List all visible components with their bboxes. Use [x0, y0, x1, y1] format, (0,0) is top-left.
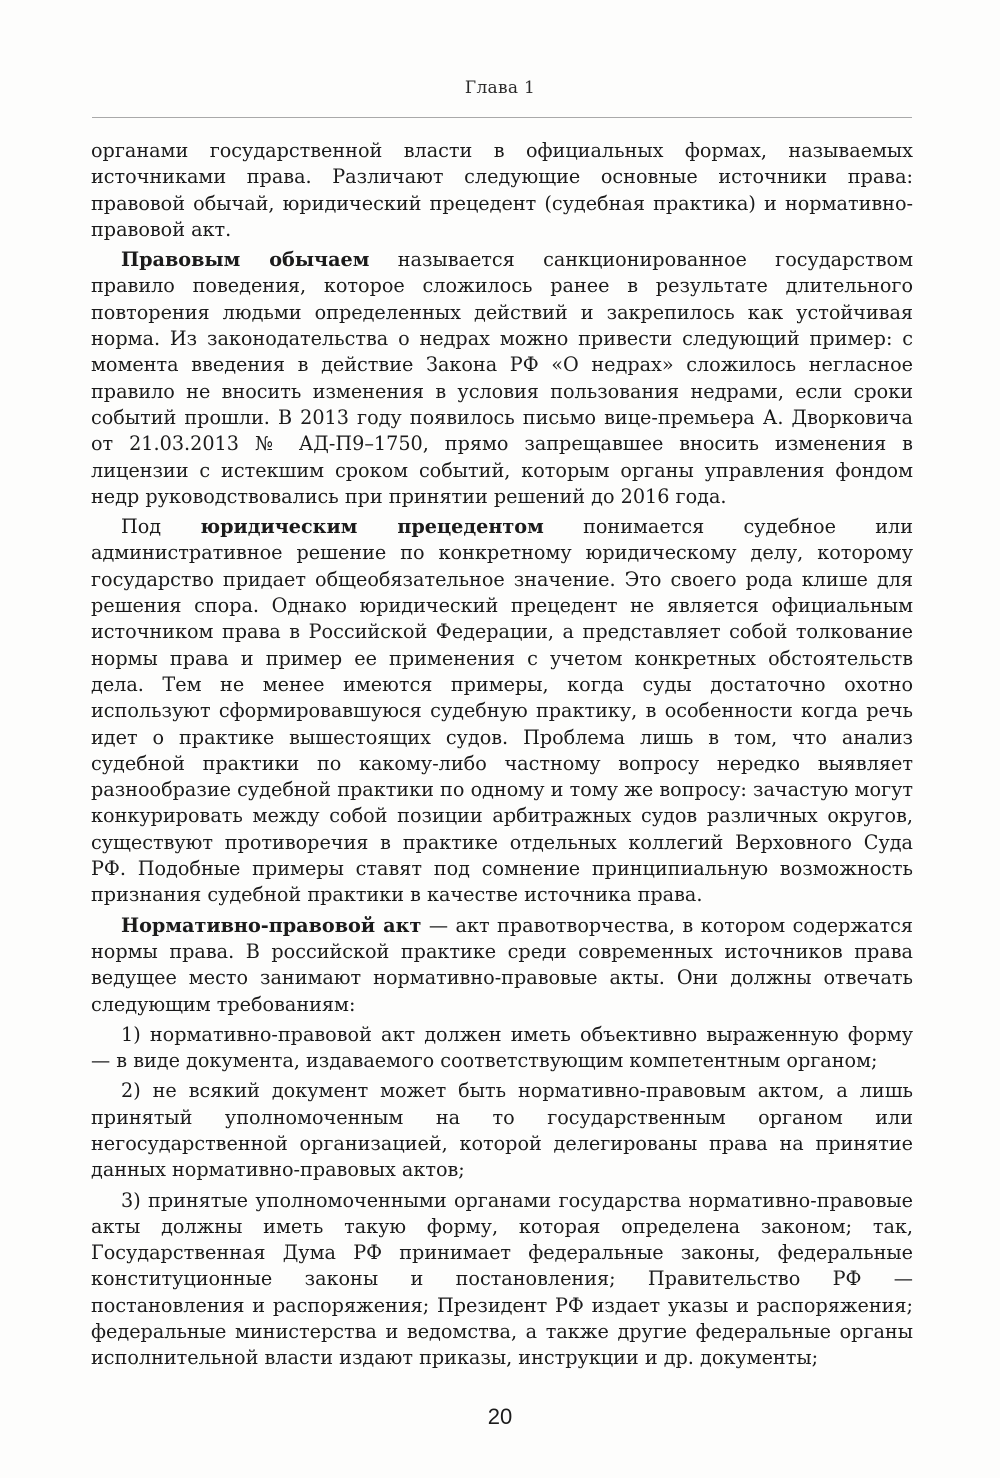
page-number: 20 — [487, 1404, 513, 1429]
page-body — [91, 138, 913, 1376]
paragraph-legal-custom-text: называется санкционированное государством правило поведения, которое сложилось ранее в результате длительного повторения людьми определенных действий и закрепилось как устойчивая норма. Из законодательства о недрах можно привести следующий пример: с момента введения в действие Закона РФ «О недрах» сложилось негласное правило не вносить изменения в условия пользования недрами, если сроки событий прошли. В 2013 году появилось письмо вице-премьера А. Дворковича от 21.03.2013 № АД-П9–1750, прямо запрещавшее вносить изменения в лицензии с истекшим сроком событий, которым органы управления фондом недр руководствовались при принятии решений до 2016 года. — [91, 248, 913, 508]
paragraph-normative-act — [91, 913, 913, 1018]
list-item-1: 1) нормативно-правовой акт должен иметь объективно выраженную форму — в виде документа, издаваемого соответствующим компетентным органом; — [91, 1022, 913, 1073]
paragraph-legal-precedent-text: понимается судебное или административное решение по конкретному юридическому делу, которому государство придает общеобязательное значение. Это своего рода клише для решения спора. Однако юридический прецедент не является официальным источником права в Российской Федерации, а представляет собой толкование нормы права и пример ее применения с учетом конкретных обстоятельств дела. Тем не менее имеются примеры, когда суды достаточно охотно используют сформировавшуюся судебную практику, в особенности когда речь идет о практике вышестоящих судов. Проблема лишь в том, что анализ судебной практики по какому-либо частному вопросу нередко выявляет разнообразие судебной практики по одному и тому же вопросу: зачастую могут конкурировать между собой позиции арбитражных судов различных округов, существуют противоречия в практике отдельных коллегий Верховного Суда РФ. Подобные примеры ставят под сомнение принципиальную возможность признания судебной практики в качестве источника права. — [91, 515, 913, 907]
list-item-3: 3) принятые уполномоченными органами государства нормативно-правовые акты должны иметь такую форму, которая определена законом; так, Государственная Дума РФ принимает федеральные законы, федеральные конституционные законы и постановления; Правительство РФ — постановления и распоряжения; Президент РФ издает указы и распоряжения; федеральные министерства и ведомства, а также другие федеральные органы исполнительной власти издают приказы, инструкции и др. документы; — [91, 1188, 913, 1370]
paragraph-normative-act-text: — акт правотворчества, в котором содержатся нормы права. В российской практике среди современных источников права ведущее место занимают нормативно-правовые акты. Они должны отвечать следующим требованиям: — [91, 913, 913, 1016]
term-legal-custom: Правовым обычаем — [121, 248, 370, 272]
paragraph-legal-precedent — [91, 514, 913, 908]
term-normative-act: Нормативно-правовой акт — [121, 913, 422, 937]
list-item-2: 2) не всякий документ может быть нормативно-правовым актом, а лишь принятый уполномоченным на то государственным органом или негосударственной организацией, которой делегированы права на принятие данных нормативно-правовых актов; — [91, 1079, 913, 1182]
paragraph-sources-intro: органами государственной власти в официальных формах, называемых источниками права. Различают следующие основные источники права: правовой обычай, юридический прецедент (судебная практика) и нормативно-правовой акт. — [91, 139, 913, 241]
term-legal-precedent: юридическим прецедентом — [200, 515, 544, 539]
paragraph-legal-precedent-lead: Под — [121, 515, 201, 539]
running-header: Глава 1 — [464, 78, 536, 98]
paragraph-legal-custom — [91, 247, 913, 510]
header-rule — [92, 117, 912, 118]
